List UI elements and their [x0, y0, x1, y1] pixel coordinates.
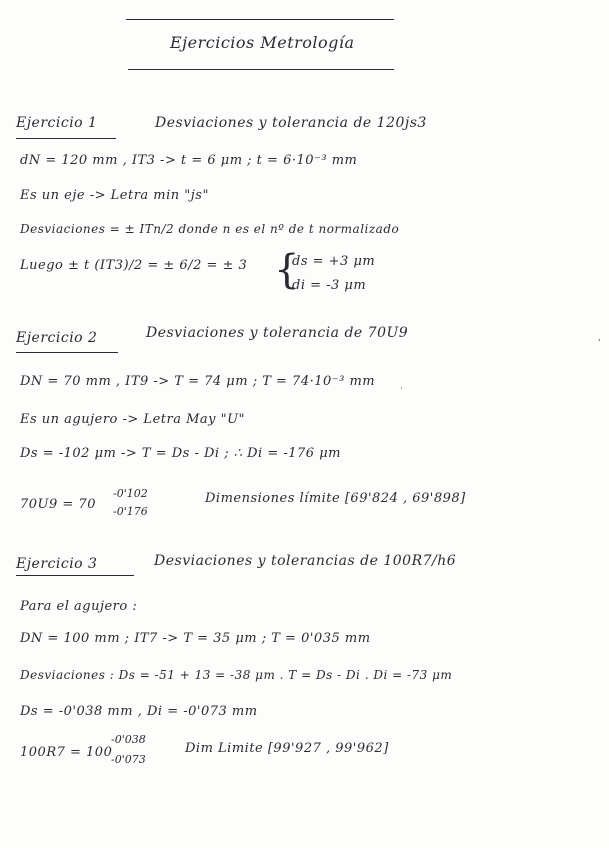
ex2-tolerance-lower: -0'176: [113, 505, 148, 518]
page-title: Ejercicios Metrología: [170, 33, 355, 52]
ex1-subtitle: Desviaciones y tolerancia de 120js3: [155, 115, 427, 131]
ex3-line3: Ds = -0'038 mm , Di = -0'073 mm: [20, 704, 258, 719]
ex3-tolerance-upper: -0'038: [111, 733, 146, 746]
ex1-line2: Es un eje -> Letra min "js": [20, 188, 209, 203]
ex2-line1: DN = 70 mm , IT9 -> T = 74 μm ; T = 74·10⁻³ mm: [20, 374, 376, 389]
ex2-line3: Ds = -102 μm -> T = Ds - Di ; ∴ Di = -176 μm: [20, 446, 341, 461]
ex2-tolerance-base: 70U9 = 70: [20, 497, 96, 512]
ex1-line1: dN = 120 mm , IT3 -> t = 6 μm ; t = 6·10⁻³ mm: [20, 153, 358, 168]
title-bottom-rule: [128, 69, 394, 70]
ex1-heading: Ejercicio 1: [16, 115, 98, 131]
ex2-subtitle: Desviaciones y tolerancia de 70U9: [146, 325, 409, 341]
ex2-line2: Es un agujero -> Letra May "U": [20, 412, 246, 427]
ex3-heading-underline: [16, 575, 134, 576]
stray-comma-mark: ,: [598, 333, 601, 343]
ex3-subtitle: Desviaciones y tolerancias de 100R7/h6: [154, 553, 457, 569]
ex1-di: di = -3 μm: [292, 278, 367, 293]
ex1-line4: Luego ± t (IT3)/2 = ± 6/2 = ± 3: [20, 258, 248, 273]
title-top-rule: [126, 19, 394, 20]
ex2-limits: Dimensiones límite [69'824 , 69'898]: [205, 491, 466, 506]
ex3-line2: Desviaciones : Ds = -51 + 13 = -38 μm . T = Ds - Di . Di = -73 μm: [20, 668, 453, 682]
ex2-heading: Ejercicio 2: [16, 330, 98, 346]
stray-dot-mark: ·: [400, 384, 403, 394]
ex3-heading: Ejercicio 3: [16, 556, 98, 572]
ex3-line1: DN = 100 mm ; IT7 -> T = 35 μm ; T = 0'035 mm: [20, 631, 371, 646]
ex1-brace: {: [274, 247, 300, 293]
ex3-line0: Para el agujero :: [20, 599, 138, 614]
ex1-line3: Desviaciones = ± ITn/2 donde n es el nº de t normalizado: [20, 222, 400, 236]
ex2-tolerance-upper: -0'102: [113, 487, 148, 500]
ex3-limits: Dim Limite [99'927 , 99'962]: [185, 741, 389, 756]
ex3-tolerance-base: 100R7 = 100: [20, 745, 113, 760]
ex2-heading-underline: [16, 352, 118, 353]
ex3-tolerance-lower: -0'073: [111, 753, 146, 766]
ex1-heading-underline: [16, 138, 116, 139]
ex1-ds: ds = +3 μm: [292, 254, 376, 269]
